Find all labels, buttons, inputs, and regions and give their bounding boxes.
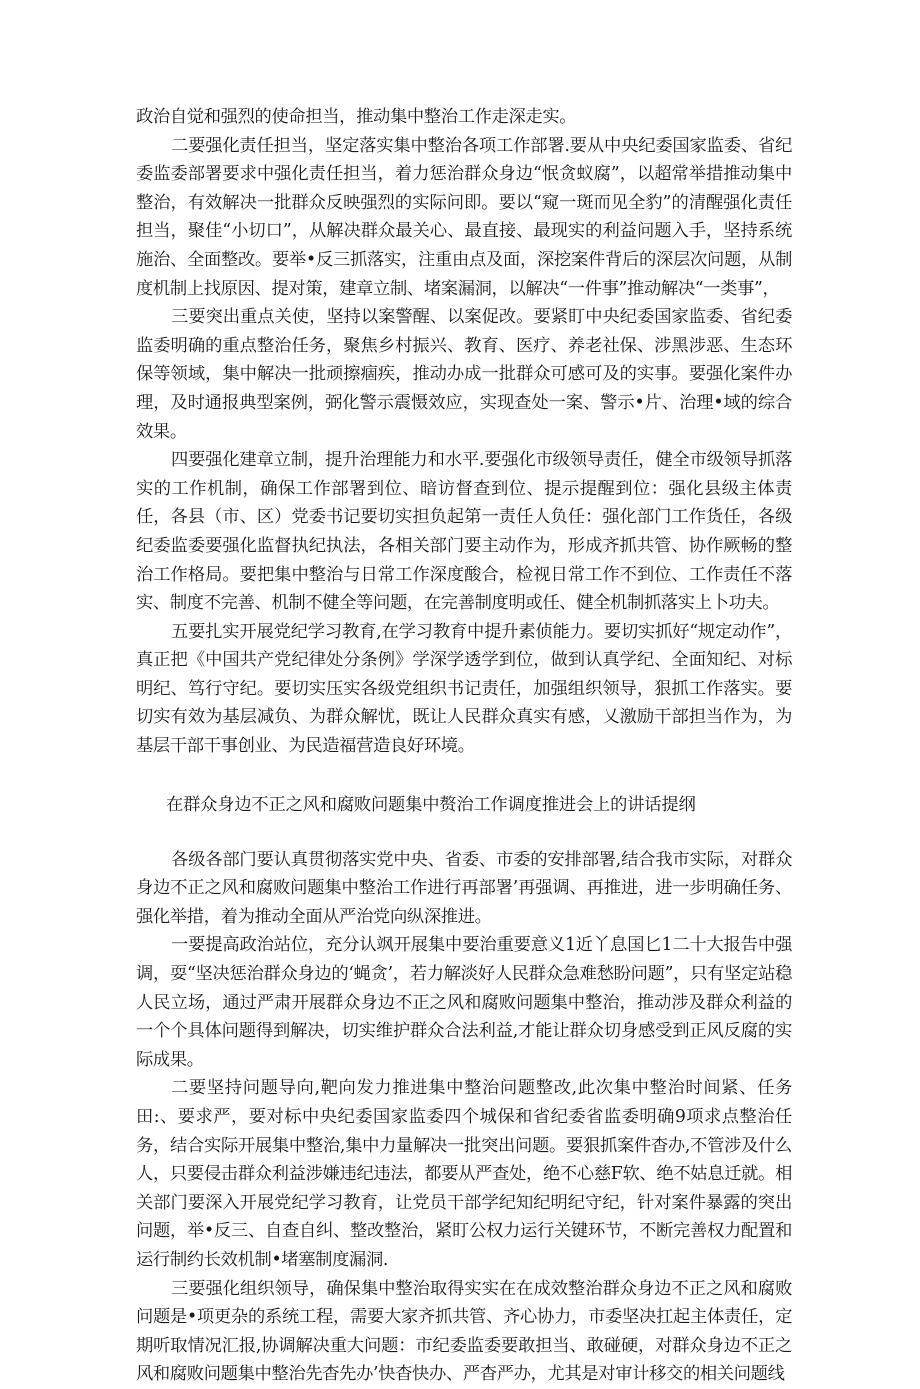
paragraph: 五要扎实开展党纪学习教育,在学习教育中提升素侦能力。要切实抓好“规定动作”，真正把《中国共产党纪律处分条例》学深学透学到位，做到认真学纪、全面知纪、对标明纪、笃行守纪。要切实压实各级党组织书记责任，加强组织领导，狠抓工作落实。要切实有效为基层减负、为群众解忧，既让人民群众真实有感，乂激励干部担当作为，为基层干部干事创业、为民造福营造良好环境。	[136, 621, 792, 757]
paragraph: 二要坚持问题导向,靶向发力推进集中整治问题整改,此次集中整治时间紧、任务田:、要求严，要对标中央纪委国家监委四个城保和省纪委省监委明确9项求点整治任务，结合实际开展集中整治,集中力量解决一批突出问题。要狠抓案件杳办,不管涉及什么人，只要侵击群众利益涉嫌违纪违法，都要从严查处，绝不心慈F软、绝不姑息迁就。相关部门要深入开展党纪学习教育，让党员干部学纪知纪明纪守纪，针对案件暴露的突出问题，举•反三、自查自纠、整改整治，紧盯公权力运行关键环节，不断完善权力配置和运行制约长效机制•堵塞制度漏洞.	[136, 1078, 792, 1270]
title-spacer	[136, 819, 792, 846]
section-title: 在群众身边不正之风和腐败问题集中赘治工作调度推进会上的讲话提纲	[166, 794, 696, 815]
paragraph: 三要突出重点关使，坚持以案警醒、以案促改。要紧盯中央纪委国家监委、省纪委监委明确的重点整治任务，聚焦乡村振兴、教育、医疗、养老社保、涉黑涉恶、生态环保等领域，集中解决一批顽擦痼疾，推动办成一批群众可感可及的实事。要强化案件办理，及时通报典型案例，弼化警示震慑效应，实现查处一案、警示•片、治理•域的综合效果。	[136, 307, 792, 442]
document-page	[136, 103, 792, 1389]
paragraph: 四要强化建章立制，提升治理能力和水平.要强化市级领导责任，健全市级领导抓落实的工作机制，确保工作部署到位、暗访督查到位、提示提醒到位：强化县级主体责任，各县（市、区）党委书记要切实担负起第一责任人负任：强化部门工作货任，各级纪委监委要强化监督执纪执法，各相关部门要主动作为，形成齐抓共管、协作厥畅的整治工作格局。要把集中整治与日常工作深度酸合，检视日常工作不到位、工作责任不落实、制度不完善、机制不健全等问题，在完善制度明或任、健全机制抓落实上卜功夫。	[136, 450, 792, 614]
paragraph: 三要强化组织领导，确保集中整治取得实实在在成效整治群众身边不正之风和腐败问题是•项更杂的系统工程，需要大家齐抓共管、齐心协力，市委坚决扛起主体责任，定期听取情况汇报,协调解决重大问题：市纪委监委要敢担当、敢碰硬，对群众身边不正之风和腐败问题集中整治先杳先办’快杳快办、严杳严办，尤其是对审计移交的相关问题线	[136, 1278, 792, 1385]
paragraph: 二要强化责任担当，坚定落实集中整治各项工作部署.要从中央纪委国家监委、省纪委监委部署要求中强化责任担当，着力惩治群众身边“怋贪蚁腐”，以超常举措推动集中整治，有效解决一批群众反映强烈的实际问即。要以“窥一斑而见全豹”的清醒强化责任担当，聚佳“小切口”，从解决群众最关心、最直接、最现实的利益问题入手，坚持系统施治、全面整改。要举•反三抓落实，注重由点及面，深挖案件背后的深层次问题，从制度机制上找原因、提对策，建章立制、堵案漏洞，以解决“一件事”推动解决“一类事”，	[136, 135, 792, 299]
section-spacer	[136, 761, 792, 791]
paragraph: 一要提高政治站位，充分认飒开展集中要治重要意义1近丫息国匕1二十大报告中强调，耍“坚决惩治群众身边的‘蝇贪’，若力解淡好人民群众急难愁盼问题”，只有坚定站稳人民立场，通过严肃开展群众身边不正之风和腐败问题集中整治，推动涉及群众利益的一个个具体问题得到解决，切实维护群众合法利益,才能让群众切身感受到正风反腐的实际成果。	[136, 935, 792, 1070]
paragraph: 政治自觉和强烈的使命担当，推动集中整治工作走深走实。	[136, 107, 577, 127]
paragraph: 各级各部门要认真贯彻落实党中央、省委、市委的安排部署,结合我市实际，对群众身边不正之风和腐败问题集中整治工作进行再部署’再强调、再推进，进一步明确任务、强化举措，着为推动全面从严治党向纵深推进。	[136, 849, 792, 927]
